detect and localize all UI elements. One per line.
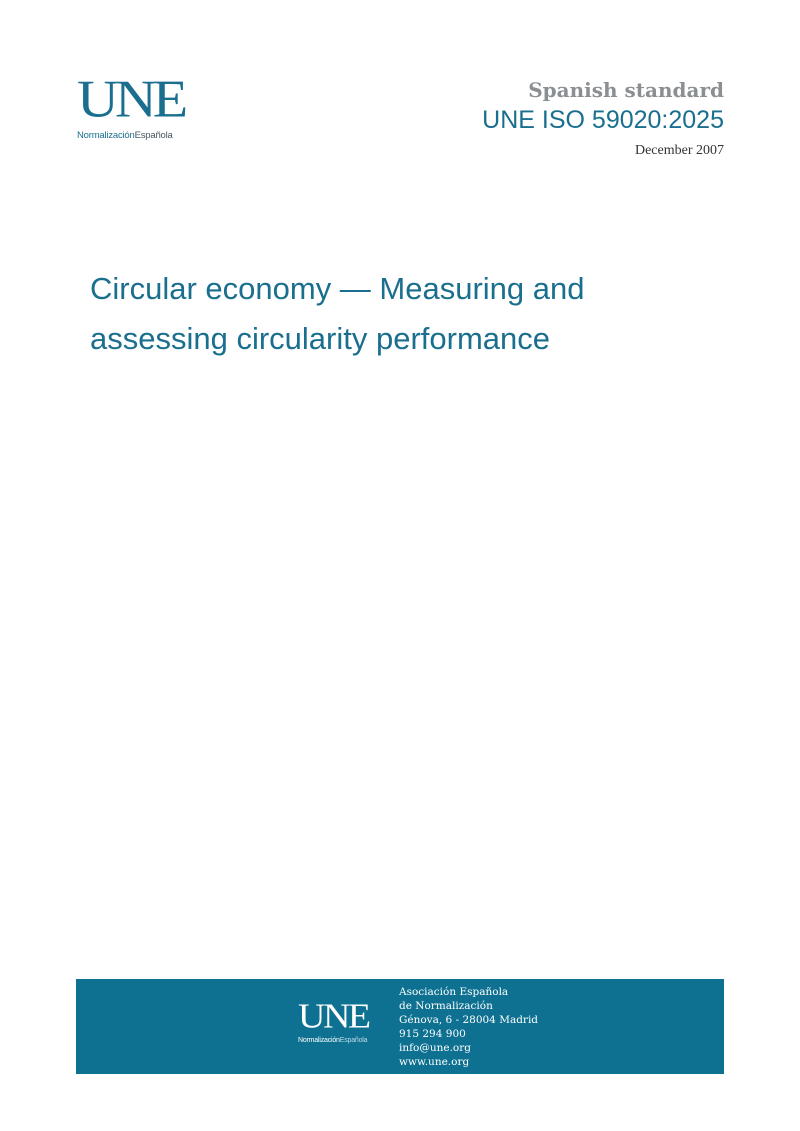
logo-subtitle	[77, 130, 207, 141]
footer-org-line-2: de Normalización	[399, 1000, 493, 1012]
footer-org-line-1: Asociación Española	[399, 986, 509, 998]
logo-wordmark: UNE	[77, 68, 185, 129]
footer-une-logo	[298, 997, 369, 1044]
title-line-2: assessing circularity performance	[90, 321, 551, 356]
footer-logo-subtitle	[298, 1037, 369, 1044]
footer-logo-wordmark: UNE	[298, 997, 369, 1036]
document-header	[482, 78, 724, 159]
footer-logo-subtitle-part1: Normalización	[298, 1037, 340, 1044]
footer-email: info@une.org	[399, 1042, 471, 1054]
footer-phone: 915 294 900	[399, 1028, 466, 1040]
footer-contact-info	[399, 985, 538, 1069]
logo-subtitle-part2: Española	[134, 130, 173, 141]
document-title	[90, 264, 710, 364]
footer-website: www.une.org	[399, 1056, 470, 1068]
document-kind: Spanish standard	[528, 78, 724, 102]
document-date: December 2007	[634, 143, 724, 158]
footer-logo-subtitle-part2: Española	[339, 1037, 368, 1044]
title-line-1: Circular economy — Measuring and	[90, 271, 585, 306]
footer-address: Génova, 6 - 28004 Madrid	[399, 1014, 539, 1026]
footer-banner	[76, 979, 724, 1074]
logo-subtitle-part1: Normalización	[77, 130, 135, 141]
une-logo	[77, 68, 207, 141]
document-number: UNE ISO 59020:2025	[482, 106, 724, 134]
